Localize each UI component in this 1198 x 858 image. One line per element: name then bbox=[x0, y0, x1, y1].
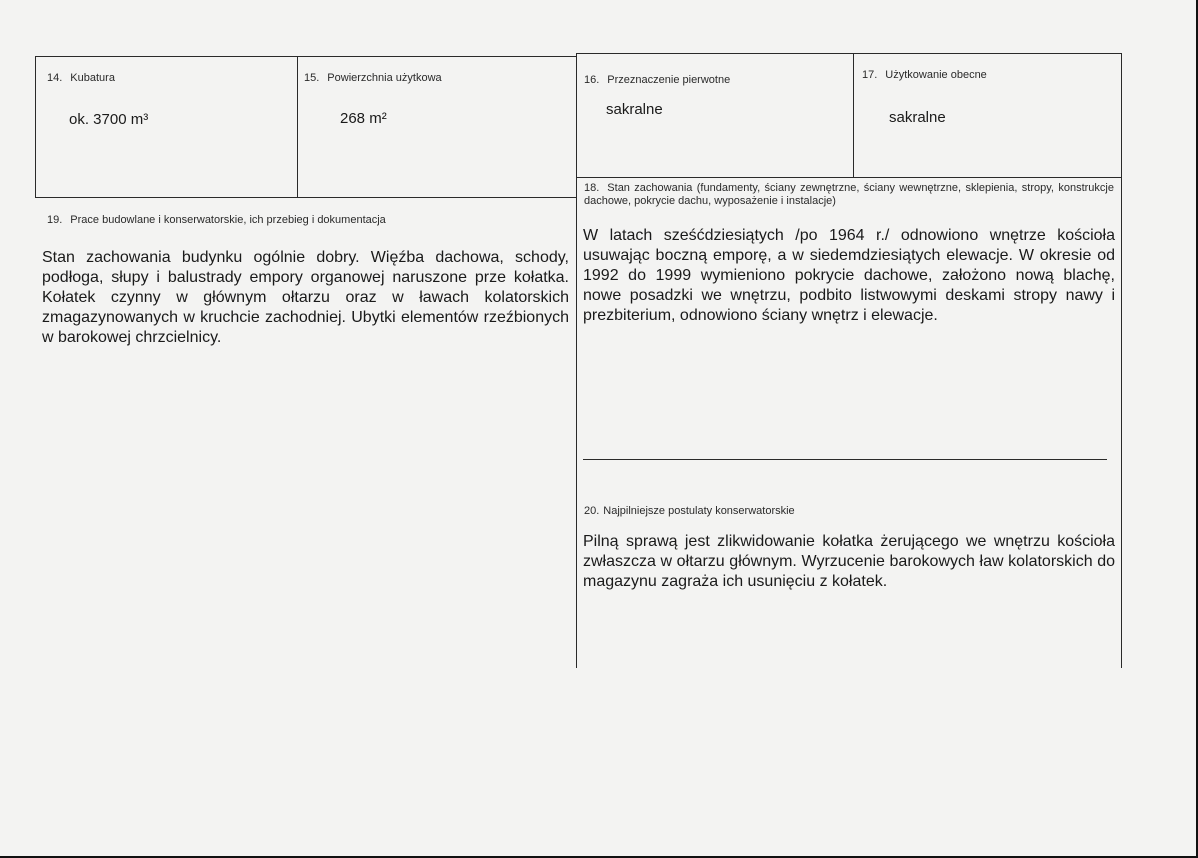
field-19-label-text: Prace budowlane i konserwatorskie, ich przebieg i dokumentacja bbox=[70, 214, 386, 226]
left-border bbox=[35, 56, 36, 197]
field-17-label bbox=[862, 69, 987, 82]
field-14-label bbox=[47, 72, 115, 85]
field-16-value: sakralne bbox=[606, 101, 663, 118]
field-19-label bbox=[47, 214, 386, 227]
row-divider-right bbox=[576, 177, 1122, 178]
field-14-label-text: Kubatura bbox=[70, 72, 115, 84]
field-15-label-text: Powierzchnia użytkowa bbox=[327, 72, 442, 84]
field-19-number: 19. bbox=[47, 214, 63, 226]
divider-16-17 bbox=[853, 53, 854, 177]
field-19-text: Stan zachowania budynku ogólnie dobry. Więźba dachowa, schody, podłoga, słupy i balustrady empory organowej naruszone prze kołatka. Kołatek czynny w głównym ołtarzu oraz w ławach kolatorskich zmagazynowanych w kruchcie zachodniej. Ubytki elementów rzeźbionych w barokowej chrzcielnicy. bbox=[42, 249, 569, 346]
field-15-number: 15. bbox=[304, 72, 320, 84]
field-18-label bbox=[584, 182, 1114, 208]
field-20-label bbox=[584, 505, 795, 518]
right-border bbox=[1121, 53, 1122, 668]
field-18-text: W latach sześćdziesiątych /po 1964 r./ odnowiono wnętrze kościoła usuwając boczną emporę, a w siedemdziesiątych elewacje. W okresie od 1992 do 1999 wymieniono pokrycie dachowe, założono nową blachę, nowe posadzki we wnętrzu, podbito listwowymi deskami stropy nawy i prezbiterium, odnowiono ściany wnętrz i elewacje. bbox=[583, 227, 1115, 324]
field-14-value: ok. 3700 m³ bbox=[69, 111, 149, 128]
field-18-number: 18. bbox=[584, 182, 600, 194]
top-border-left bbox=[35, 56, 576, 57]
field-16-number: 16. bbox=[584, 74, 600, 86]
row-divider-left bbox=[35, 197, 576, 198]
field-14-number: 14. bbox=[47, 72, 63, 84]
top-border-right bbox=[576, 53, 1122, 54]
field-17-value: sakralne bbox=[889, 109, 946, 126]
field-15-value: 268 m² bbox=[340, 110, 387, 127]
field-15-label bbox=[304, 72, 442, 85]
divider-18-20 bbox=[583, 459, 1107, 460]
field-17-label-text: Użytkowanie obecne bbox=[885, 69, 987, 81]
field-20-number: 20. bbox=[584, 505, 600, 517]
field-16-label bbox=[584, 74, 730, 87]
field-16-label-text: Przeznaczenie pierwotne bbox=[607, 74, 731, 86]
divider-14-15 bbox=[297, 56, 298, 197]
field-20-label-text: Najpilniejsze postulaty konserwatorskie bbox=[603, 505, 795, 517]
field-18-label-text: Stan zachowania (fundamenty, ściany zewnętrzne, ściany wewnętrzne, sklepienia, stropy, konstrukcje dachowe, pokrycie dachu, wyposażenie i instalacje) bbox=[584, 182, 1114, 207]
field-17-number: 17. bbox=[862, 69, 878, 81]
field-20-text: Pilną sprawą jest zlikwidowanie kołatka żerującego we wnętrzu kościoła zwłaszcza w ołtarzu głównym. Wyrzucenie barokowych ław kolatorskich do magazynu zagraża ich usunięciu z kołatek. bbox=[583, 533, 1115, 590]
center-divider bbox=[576, 53, 577, 668]
